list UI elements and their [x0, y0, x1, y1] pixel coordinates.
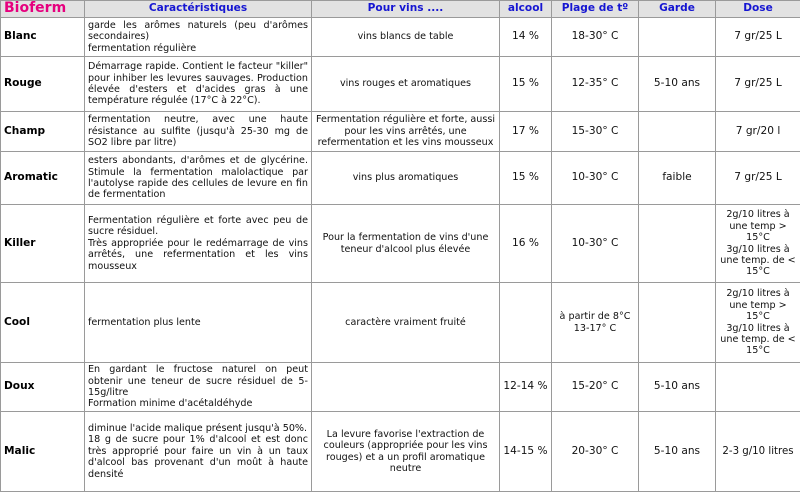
table-row: [1, 152, 800, 205]
temperature-cell: 12-35° C: [552, 57, 639, 112]
alcohol-cell: 15 %: [500, 57, 552, 112]
temperature-cell: 10-30° C: [552, 205, 639, 283]
aging-cell: [639, 18, 716, 57]
header-alcool: alcool: [500, 1, 552, 18]
header-garde: Garde: [639, 1, 716, 18]
dose-cell: 2g/10 litres à une temp > 15°C 3g/10 litres à une temp. de < 15°C: [716, 283, 800, 363]
alcohol-cell: 15 %: [500, 152, 552, 205]
characteristics-cell: En gardant le fructose naturel on peut obtenir une teneur de sucre résiduel de 5-15g/litre Formation minime d'acétaldéhyde: [85, 363, 312, 412]
temperature-cell: 10-30° C: [552, 152, 639, 205]
dose-cell: 7 gr/20 l: [716, 112, 800, 152]
aging-cell: [639, 205, 716, 283]
temperature-cell: 15-30° C: [552, 112, 639, 152]
table-row: [1, 18, 800, 57]
table-row: [1, 205, 800, 283]
yeast-name: Blanc: [1, 18, 85, 57]
yeast-name: Malic: [1, 412, 85, 492]
yeast-name: Champ: [1, 112, 85, 152]
alcohol-cell: 14-15 %: [500, 412, 552, 492]
table-row: [1, 283, 800, 363]
brand-title: Bioferm: [1, 1, 85, 18]
alcohol-cell: [500, 283, 552, 363]
alcohol-cell: 14 %: [500, 18, 552, 57]
table-row: [1, 57, 800, 112]
wines-cell: caractère vraiment fruité: [312, 283, 500, 363]
yeast-name: Aromatic: [1, 152, 85, 205]
aging-cell: faible: [639, 152, 716, 205]
dose-cell: 7 gr/25 L: [716, 57, 800, 112]
characteristics-cell: garde les arômes naturels (peu d'arômes secondaires) fermentation régulière: [85, 18, 312, 57]
table-row: [1, 363, 800, 412]
wines-cell: La levure favorise l'extraction de couleurs (appropriée pour les vins rouges) et a un profil aromatique neutre: [312, 412, 500, 492]
header-row: [1, 1, 800, 18]
wines-cell: [312, 363, 500, 412]
alcohol-cell: 17 %: [500, 112, 552, 152]
temperature-cell: 15-20° C: [552, 363, 639, 412]
characteristics-cell: fermentation plus lente: [85, 283, 312, 363]
header-caracteristiques: Caractéristiques: [85, 1, 312, 18]
characteristics-cell: Fermentation régulière et forte avec peu de sucre résiduel. Très appropriée pour le redémarrage de vins arrêtés, une refermentation et les vins mousseux: [85, 205, 312, 283]
alcohol-cell: 12-14 %: [500, 363, 552, 412]
header-dose: Dose: [716, 1, 800, 18]
characteristics-cell: fermentation neutre, avec une haute résistance au sulfite (jusqu'à 25-30 mg de SO2 libre par litre): [85, 112, 312, 152]
aging-cell: 5-10 ans: [639, 57, 716, 112]
table-row: [1, 412, 800, 492]
aging-cell: 5-10 ans: [639, 412, 716, 492]
wines-cell: vins plus aromatiques: [312, 152, 500, 205]
wines-cell: Fermentation régulière et forte, aussi pour les vins arrêtés, une refermentation et les vins mousseux: [312, 112, 500, 152]
characteristics-cell: diminue l'acide malique présent jusqu'à 50%. 18 g de sucre pour 1% d'alcool et est donc très approprié pour faire un vin à un taux d'alcool bas provenant d'un moût à haute densité: [85, 412, 312, 492]
dose-cell: 2g/10 litres à une temp > 15°C 3g/10 litres à une temp. de < 15°C: [716, 205, 800, 283]
wines-cell: Pour la fermentation de vins d'une teneur d'alcool plus élevée: [312, 205, 500, 283]
header-pour-vins: Pour vins ....: [312, 1, 500, 18]
table-row: [1, 112, 800, 152]
aging-cell: [639, 112, 716, 152]
characteristics-cell: esters abondants, d'arômes et de glycérine. Stimule la fermentation malolactique par l'autolyse rapide des cellules de levure en fin de fermentation: [85, 152, 312, 205]
temperature-cell: 20-30° C: [552, 412, 639, 492]
dose-cell: 7 gr/25 L: [716, 152, 800, 205]
wines-cell: vins rouges et aromatiques: [312, 57, 500, 112]
aging-cell: 5-10 ans: [639, 363, 716, 412]
yeast-name: Cool: [1, 283, 85, 363]
dose-cell: 2-3 g/10 litres: [716, 412, 800, 492]
header-plage: Plage de tº: [552, 1, 639, 18]
dose-cell: 7 gr/25 L: [716, 18, 800, 57]
temperature-cell: à partir de 8°C 13-17° C: [552, 283, 639, 363]
alcohol-cell: 16 %: [500, 205, 552, 283]
yeast-name: Killer: [1, 205, 85, 283]
wines-cell: vins blancs de table: [312, 18, 500, 57]
temperature-cell: 18-30° C: [552, 18, 639, 57]
aging-cell: [639, 283, 716, 363]
yeast-name: Rouge: [1, 57, 85, 112]
characteristics-cell: Démarrage rapide. Contient le facteur "killer" pour inhiber les levures sauvages. Production élevée d'esters et d'acides gras à une température régulée (17°C à 22°C).: [85, 57, 312, 112]
yeast-name: Doux: [1, 363, 85, 412]
dose-cell: [716, 363, 800, 412]
